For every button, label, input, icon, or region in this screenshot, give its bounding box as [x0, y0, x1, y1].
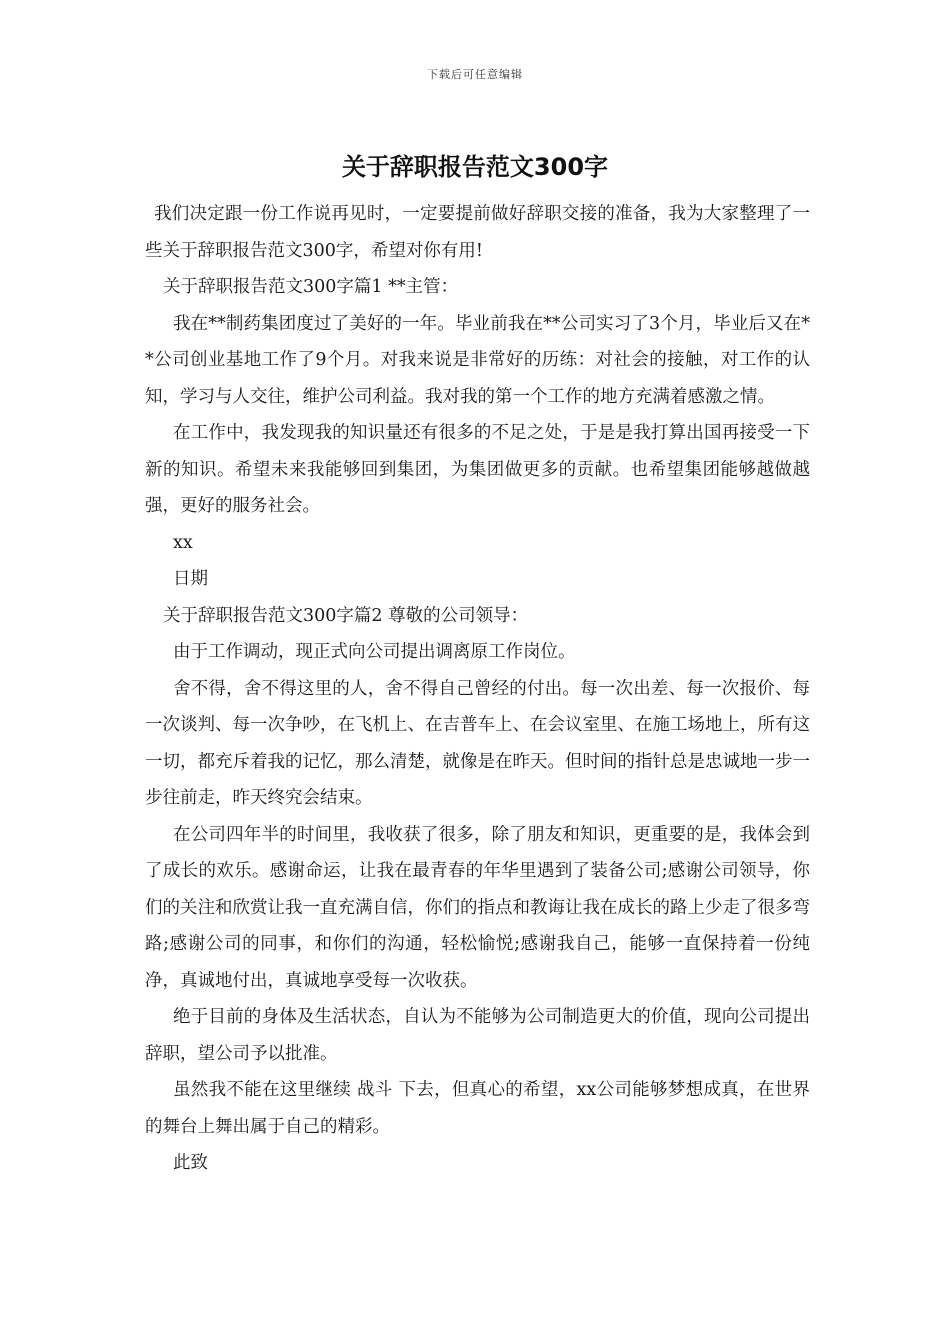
paragraph: 虽然我不能在这里继续 战斗 下去，但真心的希望，xx公司能够梦想成真，在世界的舞台上舞出属于自己的精彩。: [145, 1080, 810, 1137]
signature-name: xx: [173, 532, 193, 553]
closing-line: 此致: [173, 1153, 208, 1173]
paragraph: 由于工作调动，现正式向公司提出调离原工作岗位。: [173, 642, 576, 662]
paragraph: 绝于目前的身体及生活状态，自认为不能够为公司制造更大的价值，现向公司提出辞职，望公司予以批准。: [145, 1007, 810, 1064]
document-title: 关于辞职报告范文300字: [341, 153, 609, 181]
paragraph: 在工作中，我发现我的知识量还有很多的不足之处，于是是我打算出国再接受一下新的知识。希望未来我能够回到集团，为集团做更多的贡献。也希望集团能够越做越强，更好的服务社会。: [145, 423, 810, 516]
document-body: [145, 196, 810, 1182]
header-note: 下载后可任意编辑: [427, 68, 523, 81]
paragraph: 我们决定跟一份工作说再见时，一定要提前做好辞职交接的准备，我为大家整理了一些关于辞职报告范文300字，希望对你有用!: [145, 204, 810, 261]
section-heading: 关于辞职报告范文300字篇1 **主管：: [163, 277, 459, 297]
paragraph: 我在**制药集团度过了美好的一年。毕业前我在**公司实习了3个月，毕业后又在**公司创业基地工作了9个月。对我来说是非常好的历练：对社会的接触，对工作的认知，学习与人交往，维护公司利益。我对我的第一个工作的地方充满着感激之情。: [145, 313, 810, 407]
section-heading: 关于辞职报告范文300字篇2 尊敬的公司领导：: [163, 605, 529, 626]
signature-date: 日期: [173, 569, 208, 589]
paragraph: 舍不得，舍不得这里的人，舍不得自己曾经的付出。每一次出差、每一次报价、每一次谈判、每一次争吵，在飞机上、在吉普车上、在会议室里、在施工场地上，所有这一切，都充斥着我的记忆，那么清楚，就像是在昨天。但时间的指针总是忠诚地一步一步往前走，昨天终究会结束。: [145, 678, 810, 808]
paragraph: 在公司四年半的时间里，我收获了很多，除了朋友和知识，更重要的是，我体会到了成长的欢乐。感谢命运，让我在最青春的年华里遇到了装备公司;感谢公司领导，你们的关注和欣赏让我一直充满自信，你们的指点和教诲让我在成长的路上少走了很多弯路;感谢公司的同事，和你们的沟通，轻松愉悦;感谢我自己，能够一直保持着一份纯净，真诚地付出，真诚地享受每一次收获。: [145, 824, 810, 991]
